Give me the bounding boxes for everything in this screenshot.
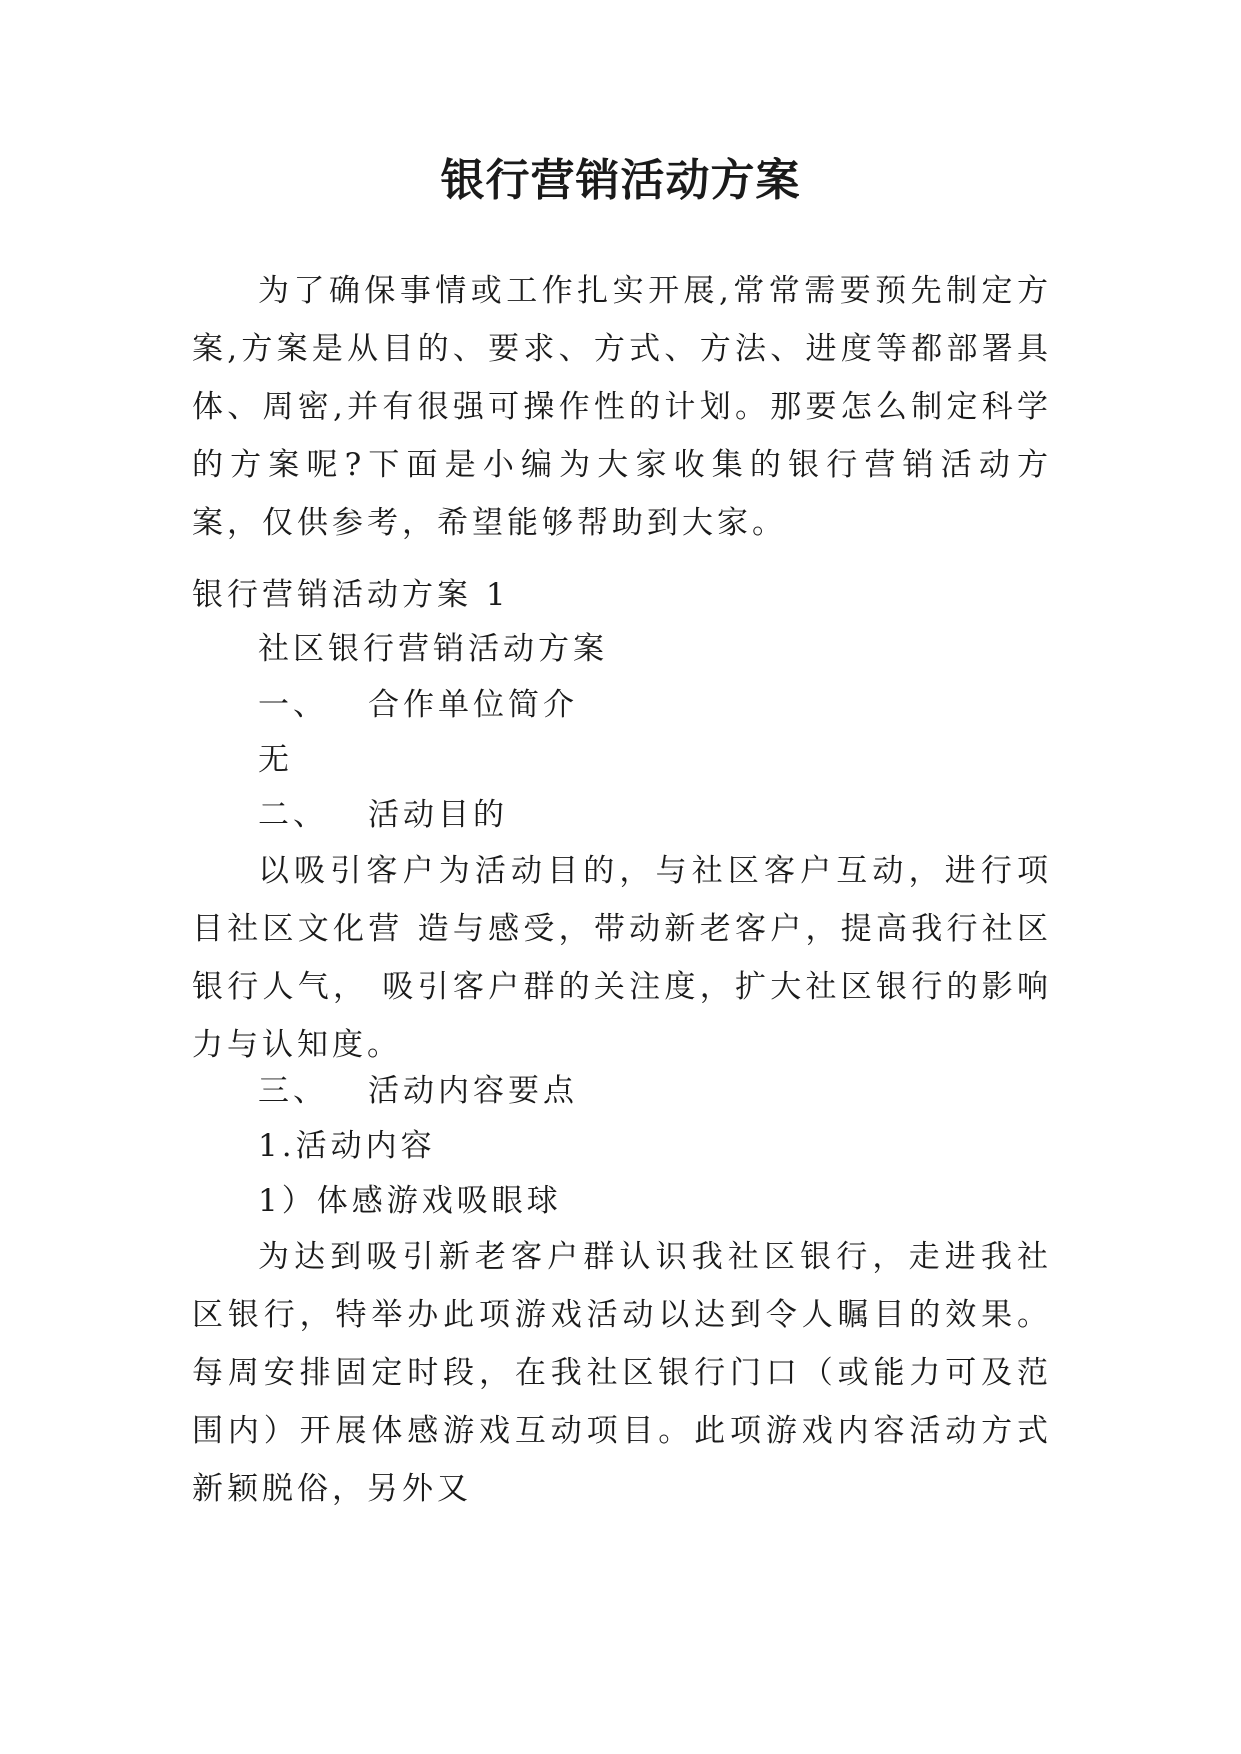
item-2-title: 活动目的 [368,797,508,833]
item-2-content: 以吸引客户为活动目的，与社区客户互动，进行项目社区文化营 造与感受，带动新老客户，提高我行社区银行人气， 吸引客户群的关注度，扩大社区银行的影响力与认知度。 [192,853,1052,1063]
item-3-title: 活动内容要点 [368,1073,578,1109]
item-3-heading [258,1062,578,1120]
item-2-heading [258,786,508,844]
item-3-subheading: 1.活动内容 [258,1128,436,1164]
item-1-title: 合作单位简介 [368,687,578,723]
section-heading: 银行营销活动方案 1 [192,577,510,613]
document-title: 银行营销活动方案 [440,155,801,206]
item-1-number: 一、 [258,687,328,723]
item-3-paragraph: 为达到吸引新老客户群认识我社区银行，走进我社区银行，特举办此项游戏活动以达到令人瞩目的效果。每周安排固定时段，在我社区银行门口（或能力可及范围内）开展体感游戏互动项目。此项游戏内容活动方式新颖脱俗，另外又 [192,1239,1052,1507]
item-3-subitem: 1）体感游戏吸眼球 [258,1183,562,1219]
item-2-number: 二、 [258,797,328,833]
intro-paragraph: 为了确保事情或工作扎实开展,常常需要预先制定方案,方案是从目的、要求、方式、方法、进度等都部署具体、周密,并有很强可操作性的计划。那要怎么制定科学的方案呢?下面是小编为大家收集的银行营销活动方案，仅供参考，希望能够帮助到大家。 [192,273,1052,541]
item-3-number: 三、 [258,1073,328,1109]
plan-subtitle: 社区银行营销活动方案 [258,631,608,667]
item-1-heading [258,676,578,734]
item-1-content: 无 [258,742,293,778]
